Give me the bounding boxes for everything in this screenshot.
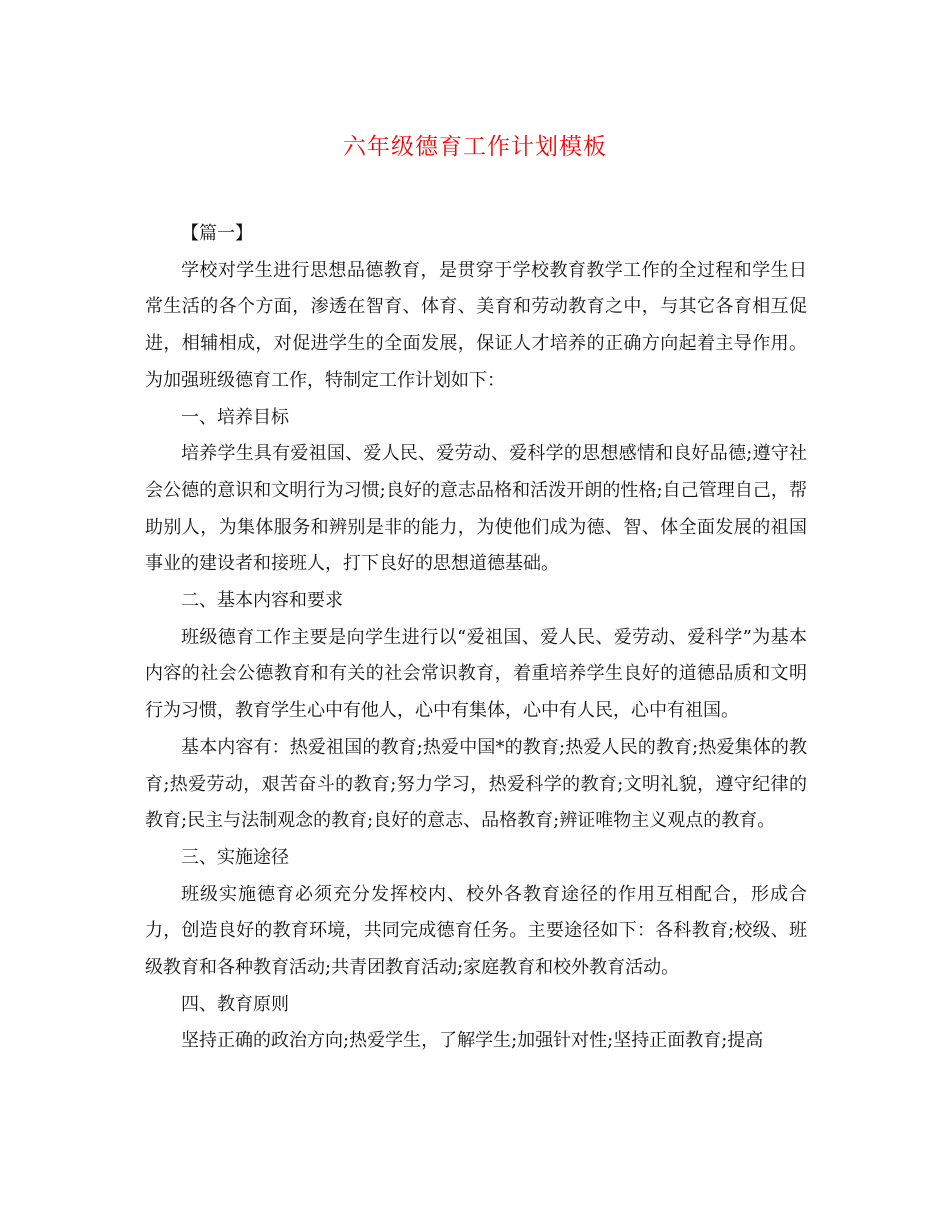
section-label: 【篇一】 xyxy=(181,223,253,244)
approaches-paragraph: 班级实施德育必须充分发挥校内、校外各教育途径的作用互相配合，形成合力，创造良好的教育环境，共同完成德育任务。主要途径如下：各科教育;校级、班级教育和各种教育活动;共青团教育活动;家庭教育和校外教育活动。 xyxy=(145,883,807,979)
section-heading-principles: 四、教育原则 xyxy=(181,993,289,1015)
goals-paragraph: 培养学生具有爱祖国、爱人民、爱劳动、爱科学的思想感情和良好品德;遵守社会公德的意识和文明行为习惯;良好的意志品格和活泼开朗的性格;自己管理自己，帮助别人，为集体服务和辨别是非的能力，为使他们成为德、智、体全面发展的祖国事业的建设者和接班人，打下良好的思想道德基础。 xyxy=(145,443,807,575)
content-paragraph: 班级德育工作主要是向学生进行以“爱祖国、爱人民、爱劳动、爱科学”为基本内容的社会公德教育和有关的社会常识教育，着重培养学生良好的道德品质和文明行为习惯，教育学生心中有他人，心中有集体，心中有人民，心中有祖国。 xyxy=(145,626,807,722)
document-title: 六年级德育工作计划模板 xyxy=(343,134,607,160)
section-heading-content: 二、基本内容和要求 xyxy=(181,590,343,612)
principles-paragraph: 坚持正确的政治方向;热爱学生，了解学生;加强针对性;坚持正面教育;提高 xyxy=(181,1030,764,1052)
intro-paragraph: 学校对学生进行思想品德教育，是贯穿于学校教育教学工作的全过程和学生日常生活的各个方面，渗透在智育、体育、美育和劳动教育之中，与其它各育相互促进，相辅相成，对促进学生的全面发展，保证人才培养的正确方向起着主导作用。为加强班级德育工作，特制定工作计划如下： xyxy=(145,259,807,391)
document-body xyxy=(145,216,807,1060)
section-heading-goals: 一、培养目标 xyxy=(181,406,289,428)
section-heading-approaches: 三、实施途径 xyxy=(181,846,289,868)
content-list-paragraph: 基本内容有：热爱祖国的教育;热爱中国*的教育;热爱人民的教育;热爱集体的教育;热爱劳动，艰苦奋斗的教育;努力学习，热爱科学的教育;文明礼貌，遵守纪律的教育;民主与法制观念的教育;良好的意志、品格教育;辨证唯物主义观点的教育。 xyxy=(145,736,807,832)
